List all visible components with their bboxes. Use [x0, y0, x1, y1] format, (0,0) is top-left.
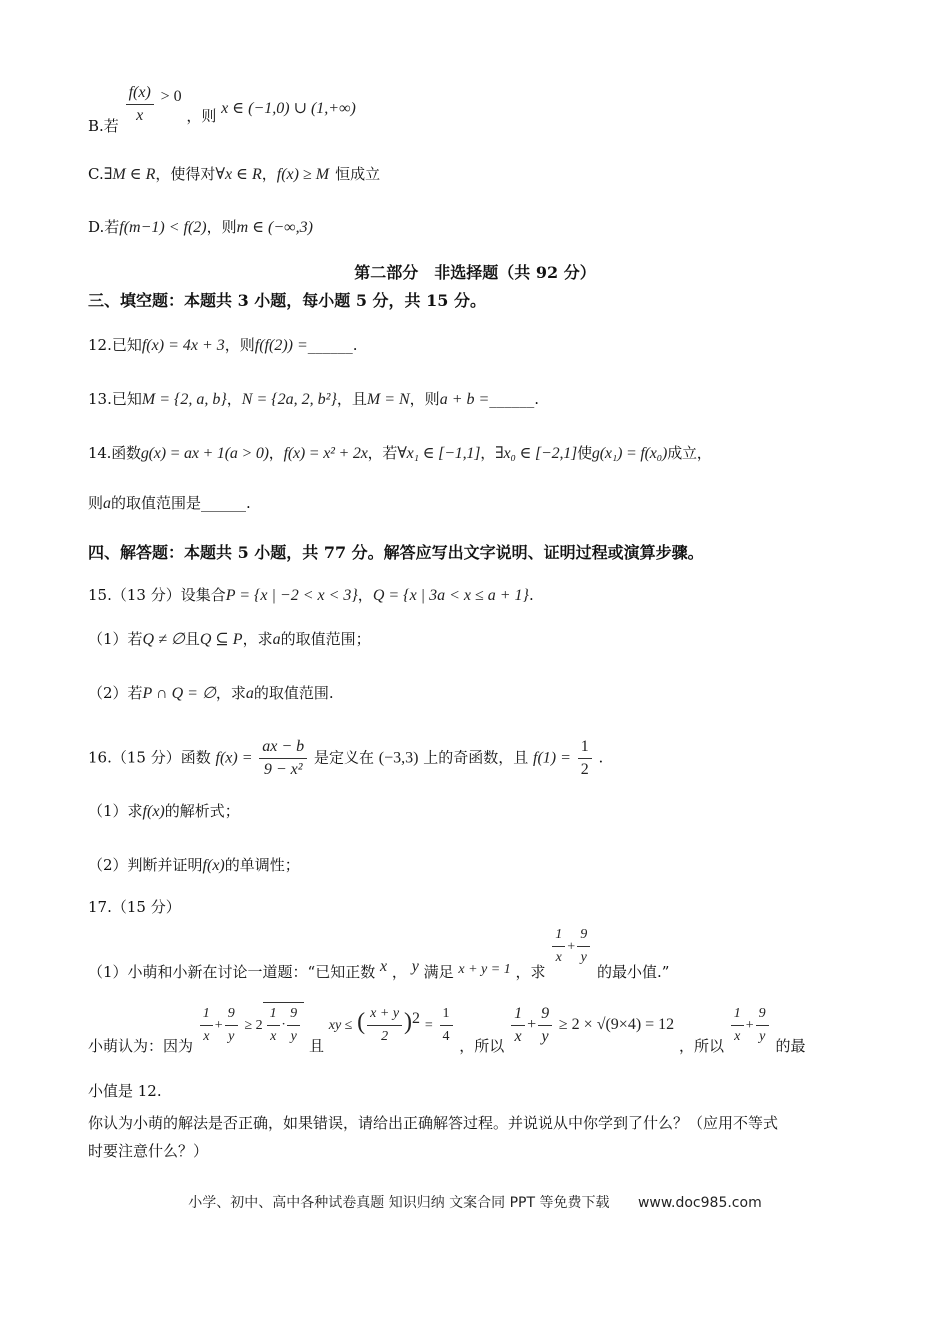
q13-blank: ______. [489, 390, 540, 408]
q17-xm-so1: ，所以 [459, 1037, 505, 1055]
option-b-mid: ，则 [186, 106, 217, 125]
part2-title: 第二部分 非选择题（共 92 分） [354, 263, 596, 282]
q17-xm-eq: = [424, 1018, 433, 1033]
q16-prefix: 16.（15 分）函数 [88, 748, 211, 767]
q16-2-prefix: （2）判断并证明 [88, 856, 203, 874]
q17-xm-and: 且 [308, 1037, 324, 1055]
q17-1-target-frac1: $\frac{1}{x}$ [552, 924, 565, 969]
question-17-ask-line1: 你认为小萌的解法是否正确，如果错误，请给出正确解答过程。并说说从中你学到了什么？（应用不等式 [88, 1114, 779, 1132]
q14-suffix: 成立， [667, 444, 712, 462]
q14-mid: ，若 [367, 444, 398, 462]
q12-blank: ______. [307, 336, 358, 354]
option-d-p1: f(m−1) < f(2) [119, 219, 207, 236]
option-d [88, 216, 862, 239]
q17-xm-result: ≥ 2 × √(9×4) = 12 [558, 1016, 675, 1033]
q13-mid: ，且 [336, 390, 367, 408]
q13-sep1: ， [226, 390, 242, 408]
footer-text: 小学、初中、高中各种试卷真题 知识归纳 文案合同 PPT 等免费下载 [188, 1195, 610, 1211]
q17-xm-so2: ，所以 [678, 1037, 724, 1055]
q12-mid: ，则 [224, 336, 255, 354]
q12-p1: f(x) = 4x + 3 [141, 337, 225, 354]
question-17-ask-line2: 时要注意什么？） [88, 1142, 209, 1160]
q13-p2: N = {2a, 2, b²} [241, 391, 337, 408]
q15-1-mid2: ，求 [242, 630, 273, 648]
option-b-gt-zero: > 0 [160, 87, 182, 105]
option-c-p1: ∃M ∈ R [103, 166, 156, 183]
q15-1-prefix: （1）若 [88, 630, 143, 648]
q16-1-p1: f(x) [142, 803, 165, 820]
q17-xm-frac-xy: $\frac{x + y}{2}$ [367, 1003, 402, 1048]
question-16 [88, 736, 862, 786]
q16-f1-den: 2 [580, 761, 589, 778]
q14b-prefix: 则 [88, 494, 104, 512]
question-12 [88, 334, 862, 357]
q15-suffix: . [528, 586, 534, 604]
page-footer [0, 1192, 950, 1212]
q15-sep: ， [357, 586, 373, 604]
q16-mid2: 上的奇函数，且 [423, 748, 529, 767]
q17-xm-frac6: $\frac{9}{y}$ [756, 1003, 769, 1048]
q17-1-x: x [380, 957, 388, 975]
q12-p2: f(f(2)) = [254, 337, 308, 354]
question-16-part2 [88, 854, 862, 877]
question-13 [88, 388, 862, 411]
q16-2-p1: f(x) [202, 857, 225, 874]
question-15-part2 [88, 682, 862, 705]
q15-p2: Q = {x | 3a < x ≤ a + 1} [372, 587, 529, 604]
q17-1-prefix: （1）小萌和小新在讨论一道题：“已知正数 [88, 962, 376, 981]
q13-p4: a + b = [439, 391, 490, 408]
q16-interval: (−3,3) [378, 749, 419, 767]
q15-p1: P = {x | −2 < x < 3} [225, 587, 358, 604]
q16-fraction [259, 736, 307, 781]
q16-suffix: . [598, 748, 604, 767]
option-c-p3: f(x) ≥ M [276, 166, 330, 183]
q14-sep1: ， [268, 444, 284, 462]
q16-numerator: ax − b [259, 736, 307, 759]
option-b-result: x ∈ (−1,0) ∪ (1,+∞) [221, 99, 356, 117]
q16-denominator: 9 − x² [263, 761, 303, 778]
q17-1-y: y [411, 957, 419, 975]
q14-p2: f(x) = x² + 2x [283, 445, 368, 462]
q15-1-p1: Q ≠ ∅ [142, 631, 185, 648]
q16-1-prefix: （1）求 [88, 802, 143, 820]
q16-f1-num: 1 [578, 736, 592, 759]
q17-xm-xy: xy ≤ [328, 1018, 353, 1033]
option-d-prefix: D.若 [88, 218, 120, 236]
footer-url[interactable]: www.doc985.com [637, 1195, 762, 1211]
q14-sep2: ， [480, 444, 496, 462]
q17-xm-suffix: 的最 [775, 1037, 806, 1055]
q17-1-plus: + [567, 939, 576, 955]
q14-p3: ∀x₁ ∈ [−1,1] [397, 445, 481, 462]
q15-2-prefix: （2）若 [88, 684, 143, 702]
question-14 [88, 442, 862, 465]
q14-mid2: 使 [577, 444, 592, 462]
q17-xm-prefix: 小萌认为：因为 [88, 1037, 194, 1055]
q17-1-target-frac2: $\frac{9}{y}$ [577, 924, 590, 969]
q17-xm-frac5: $\frac{1}{x}$ [731, 1003, 744, 1048]
q15-2-var: a [245, 685, 254, 702]
q13-mid2: ，则 [409, 390, 440, 408]
q17-xm-quarter: $\frac{1}{4}$ [440, 1003, 453, 1048]
question-17-part1 [88, 924, 862, 984]
q13-prefix: 13.已知 [88, 390, 142, 408]
q14b-var: a [103, 495, 112, 512]
q14-prefix: 14.函数 [88, 444, 141, 462]
option-c [88, 163, 862, 186]
q17-xm-frac1: $\frac{1}{x}$ [200, 1003, 213, 1048]
q16-f1: f(1) = [533, 749, 571, 767]
option-b [88, 82, 862, 135]
question-16-part1 [88, 800, 862, 823]
q15-1-mid: 且 [184, 630, 200, 648]
question-14-range [88, 492, 862, 515]
q12-prefix: 12.已知 [88, 336, 142, 354]
q15-2-p1: P ∩ Q = ∅ [142, 685, 216, 702]
q13-p1: M = {2, a, b} [141, 391, 227, 408]
q16-1-suffix: 的解析式； [164, 802, 240, 820]
q14b-text: 的取值范围是 [111, 494, 202, 512]
q14-p5: g(x₁) = f(x₀) [591, 445, 668, 462]
q13-p3: M = N [366, 391, 410, 408]
q17-1-cond: x + y = 1 [458, 961, 511, 977]
option-b-fraction: $\frac{f(x)}{x}$ [126, 82, 154, 127]
option-d-p2: m ∈ (−∞,3) [236, 219, 313, 236]
q16-mid: 是定义在 [313, 748, 374, 767]
option-c-sep: ， [261, 165, 277, 183]
q14-p4: ∃x₀ ∈ [−2,1] [495, 445, 578, 462]
q17-xm-sqrt: $\frac{1}{x}$ · $\frac{9}{y}$ [263, 1002, 305, 1048]
q17-1-mid2: ，求 [515, 962, 546, 981]
q17-xm-ge: ≥ 2 [244, 1018, 263, 1033]
option-c-mid: ，使得对 [155, 165, 216, 183]
q16-fx: f(x) = [215, 749, 253, 767]
q14-p1: g(x) = ax + 1(a > 0) [140, 445, 269, 462]
section4-heading: 四、解答题：本题共 5 小题，共 77 分。解答应写出文字说明、证明过程或演算步骤。 [88, 543, 704, 562]
q16-f1-fraction [578, 736, 592, 781]
q15-2-suffix: 的取值范围. [253, 684, 334, 702]
q15-prefix: 15.（13 分）设集合 [88, 586, 226, 604]
q15-1-suffix: 的取值范围； [280, 630, 371, 648]
section3-heading: 三、填空题：本题共 3 小题，每小题 5 分，共 15 分。 [88, 291, 486, 310]
option-c-suffix: 恒成立 [335, 165, 381, 183]
question-15 [88, 584, 862, 607]
q16-2-suffix: 的单调性； [224, 856, 300, 874]
q14b-blank: ______. [201, 494, 251, 512]
question-17-end: 小值是 12. [88, 1082, 162, 1100]
option-b-prefix: B.若 [88, 116, 119, 135]
q15-1-var: a [272, 631, 281, 648]
q17-xm-frac3: $\frac{1}{x}$ [511, 1003, 525, 1048]
q17-1-mid: 满足 [423, 962, 454, 981]
q17-1-sep: ， [391, 962, 407, 981]
question-17-xiaomeng: 小萌认为：因为 $\frac{1}{x}$ + $\frac{9}{y}$ ≥ 2 $\frac{1}{x}$ · $\frac{9}{y}$ 且 xy ≤ ( $\frac{x + y}{2}$ )$^2$ = $\frac{1}{4}$ ，所以 $\frac{1}{x}$ + $\frac{9}{y}$ ≥ 2 × √(9×4) = 12 ，所以 $\frac{1}{x}$ + $\frac{9}{y}$ 的最 [88, 1002, 862, 1062]
q17-1-suffix: 的最小值.” [596, 962, 670, 981]
option-c-prefix: C. [88, 165, 104, 183]
question-15-part1 [88, 628, 862, 651]
q17-xm-frac4: $\frac{9}{y}$ [538, 1003, 552, 1048]
question-17-title: 17.（15 分） [88, 898, 181, 916]
option-d-mid: ，则 [206, 218, 237, 236]
q15-1-p2: Q ⊆ P [199, 631, 243, 648]
option-c-p2: ∀x ∈ R [215, 166, 262, 183]
q15-2-mid: ，求 [215, 684, 246, 702]
q17-xm-frac2: $\frac{9}{y}$ [225, 1003, 238, 1048]
